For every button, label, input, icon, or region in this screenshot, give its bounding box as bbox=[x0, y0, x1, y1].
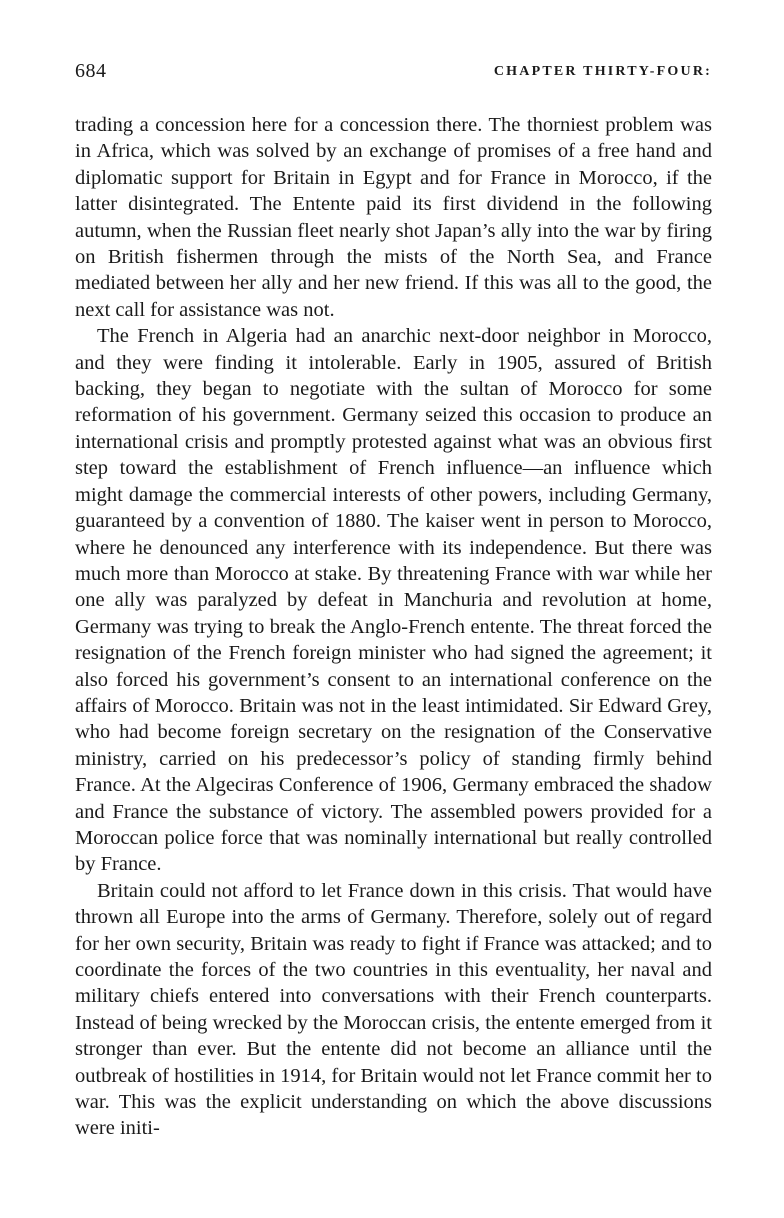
running-head bbox=[75, 60, 712, 90]
chapter-title: CHAPTER THIRTY-FOUR: bbox=[493, 64, 712, 79]
paragraph-3: Britain could not afford to let France down in this crisis. That would have thrown all Europe into the arms of Germany. Therefore, solely out of regard for her own security, Britain was ready to fight if France was attacked; and to coordinate the forces of the two countries in this eventuality, her naval and military chiefs entered into conversations with their French counterparts. Instead of being wrecked by the Moroccan crisis, the entente emerged from it stronger than ever. But the entente did not become an alliance until the outbreak of hostilities in 1914, for Britain would not let France commit her to war. This was the explicit understanding on which the above discussions were initi- bbox=[75, 879, 712, 1140]
paragraph-2: The French in Algeria had an anarchic next-door neighbor in Morocco, and they were finding it intolerable. Early in 1905, assured of British backing, they began to negotiate with the sultan of Morocco for some reformation of his government. Germany seized this occasion to produce an international crisis and promptly protested against what was an obvious first step toward the establishment of French influence—an influence which might damage the commercial interests of other powers, including Germany, guaranteed by a convention of 1880. The kaiser went in person to Morocco, where he denounced any interference with its independence. But there was much more than Morocco at stake. By threatening France with war while her one ally was paralyzed by defeat in Manchuria and revolution at home, Germany was trying to break the Anglo-French entente. The threat forced the resignation of the French foreign minister who had signed the agreement; it also forced his government’s consent to an international conference on the affairs of Morocco. Britain was not in the least intimidated. Sir Edward Grey, who had become foreign secretary on the resignation of the Conservative ministry, carried on his predecessor’s policy of standing firmly behind France. At the Algeciras Conference of 1906, Germany embraced the shadow and France the substance of victory. The assembled powers provided for a Moroccan police force that was nominally international but really controlled by France. bbox=[75, 325, 712, 876]
page-number: 684 bbox=[75, 60, 107, 82]
book-page bbox=[75, 60, 712, 1142]
paragraph-1: trading a concession here for a concession there. The thorniest problem was in Africa, which was solved by an exchange of promises of a free hand and diplomatic support for Britain in Egypt and for France in Morocco, if the latter disintegrated. The Entente paid its first dividend in the following autumn, when the Russian fleet nearly shot Japan’s ally into the war by firing on British fishermen through the mists of the North Sea, and France mediated between her ally and her new friend. If this was all to the good, the next call for assistance was not. bbox=[75, 114, 712, 321]
body-text bbox=[75, 112, 712, 1142]
